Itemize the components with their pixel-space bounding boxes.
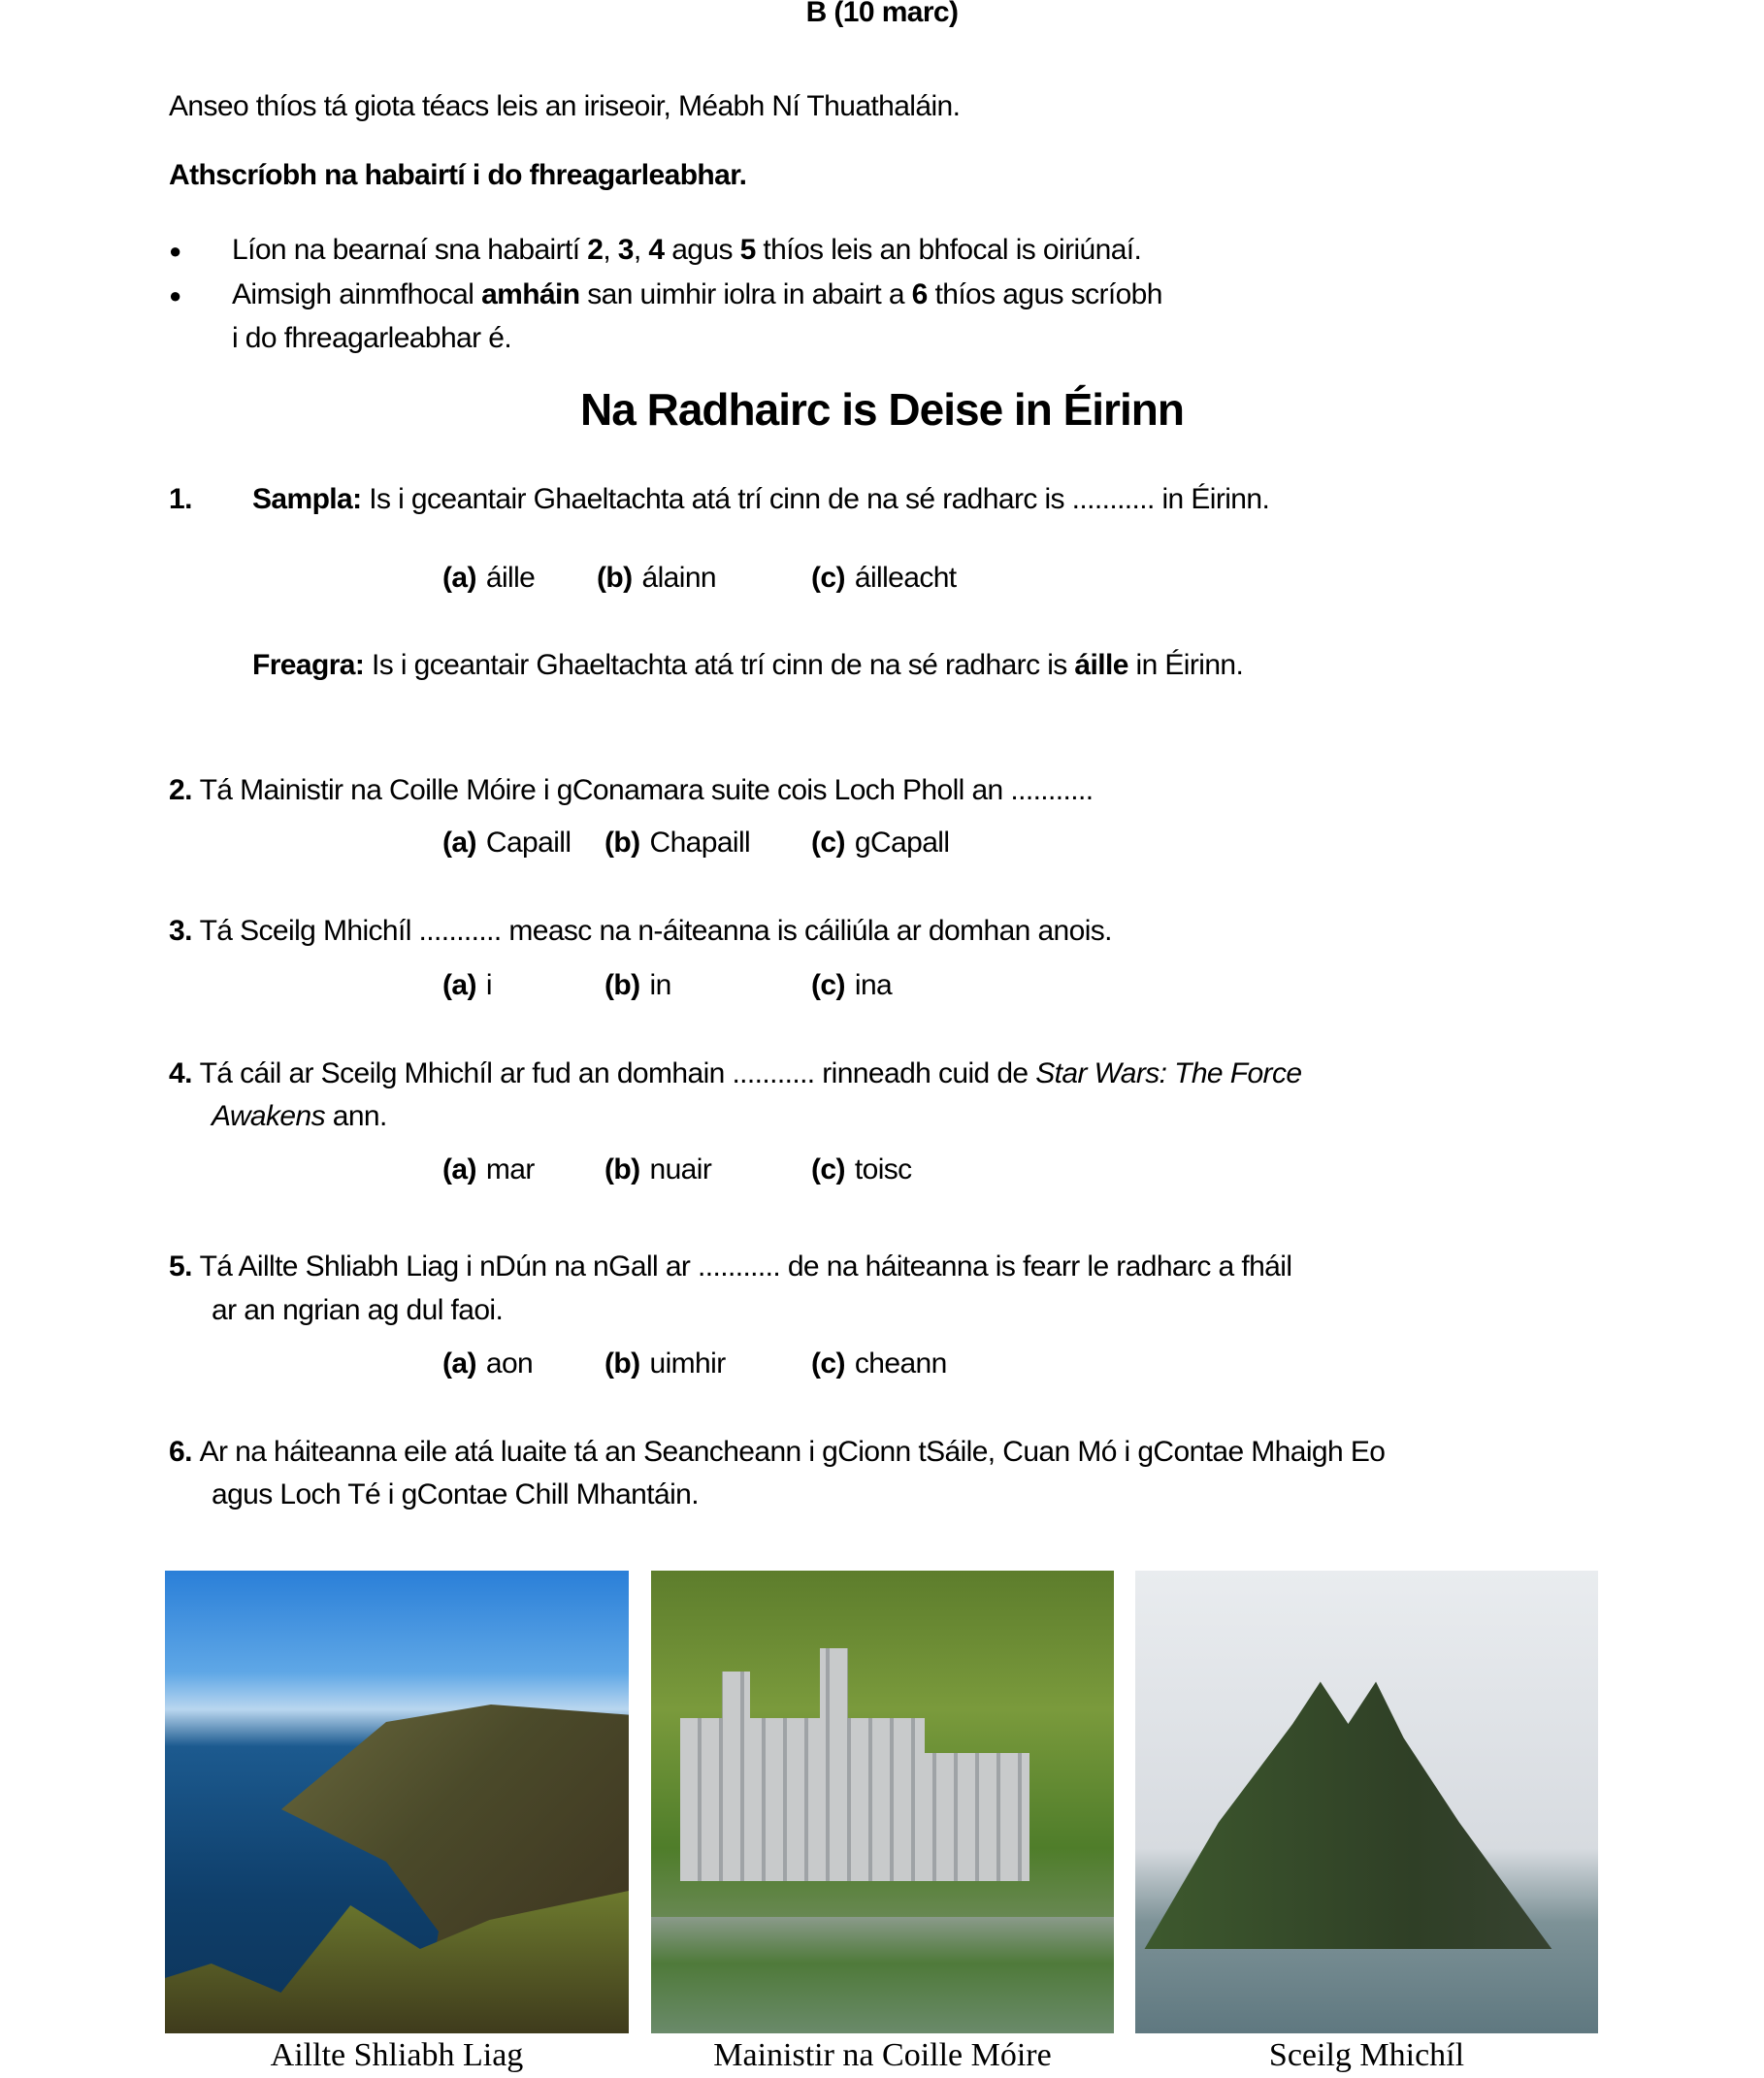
bullet-text: san uimhir iolra in abairt a bbox=[579, 278, 912, 310]
instruction-text: Athscríobh na habairtí i do fhreagarleabhar. bbox=[169, 159, 747, 191]
question-number: 3. bbox=[169, 915, 192, 947]
option-label: (b) bbox=[597, 562, 633, 594]
option-label: (b) bbox=[604, 969, 640, 1001]
option-label: (c) bbox=[811, 1347, 845, 1380]
option-text: ina bbox=[854, 969, 893, 1001]
option-c bbox=[811, 1347, 947, 1380]
page-title: Na Radhairc is Deise in Éirinn bbox=[580, 384, 1184, 435]
option-b bbox=[604, 1347, 726, 1380]
film-title: Awakens bbox=[212, 1100, 325, 1132]
question-text: ann. bbox=[325, 1100, 387, 1132]
option-label: (c) bbox=[811, 562, 845, 594]
option-a bbox=[442, 827, 571, 860]
bullet-text: , bbox=[603, 234, 618, 266]
bullet-text: agus bbox=[664, 234, 740, 266]
option-c bbox=[811, 1153, 912, 1186]
option-text: nuair bbox=[649, 1153, 712, 1185]
question-4 bbox=[169, 1053, 1301, 1095]
bullet-text: , bbox=[633, 234, 649, 266]
bullet-text: Líon na bearnaí sna habairtí bbox=[232, 234, 588, 266]
option-text: in bbox=[649, 969, 671, 1001]
option-c bbox=[811, 969, 892, 1002]
option-b bbox=[604, 1153, 711, 1186]
option-text: mar bbox=[485, 1153, 535, 1185]
option-label: (b) bbox=[604, 827, 640, 859]
bullet-icon: ● bbox=[169, 283, 182, 308]
option-label: (a) bbox=[442, 562, 476, 594]
question-4-cont bbox=[212, 1095, 387, 1138]
bullet-text: 4 bbox=[648, 234, 665, 266]
option-text: álainn bbox=[641, 562, 716, 594]
option-text: aon bbox=[485, 1347, 534, 1380]
photo-cliffs bbox=[165, 1571, 629, 2033]
question-text: Tá cáil ar Sceilg Mhichíl ar fud an domhain ........... rinneadh cuid de bbox=[199, 1057, 1036, 1089]
answer-text: Is i gceantair Ghaeltachta atá trí cinn de na sé radharc is bbox=[364, 649, 1075, 681]
question-5-cont: ar an ngrian ag dul faoi. bbox=[212, 1294, 504, 1326]
answer-line bbox=[252, 644, 1243, 687]
option-label: (c) bbox=[811, 827, 845, 859]
question-3 bbox=[169, 910, 1112, 953]
question-6 bbox=[169, 1431, 1385, 1474]
question-text: Is i gceantair Ghaeltachta atá trí cinn de na sé radharc is ........... in Éirinn. bbox=[361, 483, 1270, 515]
bullet-text: thíos leis an bhfocal is oiriúnaí. bbox=[755, 234, 1142, 266]
option-a bbox=[442, 1153, 535, 1186]
option-label: (a) bbox=[442, 969, 476, 1001]
option-b bbox=[604, 969, 671, 1002]
film-title: Star Wars: The Force bbox=[1035, 1057, 1302, 1089]
question-text: Ar na háiteanna eile atá luaite tá an Seancheann i gCionn tSáile, Cuan Mó i gContae Mhaigh Eo bbox=[199, 1436, 1386, 1468]
photo-caption: Sceilg Mhichíl bbox=[1268, 2037, 1465, 2073]
bullet-text: 6 bbox=[911, 278, 928, 310]
photo-skellig bbox=[1135, 1571, 1598, 2033]
photo-caption: Aillte Shliabh Liag bbox=[270, 2037, 524, 2073]
option-a bbox=[442, 1347, 533, 1380]
bullet-text: 2 bbox=[587, 234, 604, 266]
option-label: (c) bbox=[811, 1153, 845, 1185]
option-b bbox=[597, 562, 716, 595]
option-a bbox=[442, 969, 492, 1002]
question-number: 2. bbox=[169, 774, 192, 806]
option-text: áilleacht bbox=[854, 562, 957, 594]
answer-text: in Éirinn. bbox=[1127, 649, 1244, 681]
option-a bbox=[442, 562, 535, 595]
option-text: Chapaill bbox=[649, 827, 751, 859]
bullet-item-2 bbox=[232, 274, 1162, 316]
section-header: B (10 marc) bbox=[805, 0, 959, 28]
option-text: Capaill bbox=[485, 827, 572, 859]
bullet-text: 5 bbox=[739, 234, 756, 266]
option-label: (a) bbox=[442, 827, 476, 859]
option-c bbox=[811, 827, 949, 860]
option-label: (b) bbox=[604, 1153, 640, 1185]
question-1 bbox=[252, 478, 1269, 521]
bullet-text: thíos agus scríobh bbox=[927, 278, 1162, 310]
question-text: Tá Mainistir na Coille Móire i gConamara suite cois Loch Pholl an ........... bbox=[199, 774, 1094, 806]
option-text: cheann bbox=[854, 1347, 947, 1380]
question-6-cont: agus Loch Té i gContae Chill Mhantáin. bbox=[212, 1478, 699, 1510]
question-number: 6. bbox=[169, 1436, 192, 1468]
question-number: 4. bbox=[169, 1057, 192, 1089]
question-text: Tá Sceilg Mhichíl ........... measc na n-áiteanna is cáiliúla ar domhan anois. bbox=[199, 915, 1112, 947]
photo-caption: Mainistir na Coille Móire bbox=[713, 2037, 1052, 2073]
bullet-item-1 bbox=[232, 229, 1141, 272]
bullet-text: 3 bbox=[617, 234, 634, 266]
photo-abbey bbox=[651, 1571, 1114, 2033]
answer-label: Freagra: bbox=[252, 649, 365, 681]
bullet-text: amháin bbox=[481, 278, 580, 310]
option-label: (b) bbox=[604, 1347, 640, 1380]
option-c bbox=[811, 562, 957, 595]
option-text: i bbox=[485, 969, 492, 1001]
bullet-text: Aimsigh ainmfhocal bbox=[232, 278, 482, 310]
option-text: áille bbox=[485, 562, 536, 594]
question-number: 5. bbox=[169, 1250, 192, 1283]
question-2 bbox=[169, 769, 1093, 812]
bullet-item-2-cont: i do fhreagarleabhar é. bbox=[232, 322, 512, 354]
option-label: (c) bbox=[811, 969, 845, 1001]
question-text: Tá Aillte Shliabh Liag i nDún na nGall ar ........... de na háiteanna is fearr le radharc a fháil bbox=[199, 1250, 1292, 1283]
question-number: 1. bbox=[169, 483, 192, 515]
answer-word: áille bbox=[1074, 649, 1128, 681]
option-label: (a) bbox=[442, 1153, 476, 1185]
intro-text: Anseo thíos tá giota téacs leis an iriseoir, Méabh Ní Thuathaláin. bbox=[169, 90, 961, 122]
option-b bbox=[604, 827, 750, 860]
option-text: uimhir bbox=[649, 1347, 726, 1380]
sample-label: Sampla: bbox=[252, 483, 362, 515]
question-5 bbox=[169, 1246, 1291, 1288]
option-text: gCapall bbox=[854, 827, 950, 859]
option-text: toisc bbox=[854, 1153, 912, 1185]
bullet-icon: ● bbox=[169, 239, 182, 263]
option-label: (a) bbox=[442, 1347, 476, 1380]
